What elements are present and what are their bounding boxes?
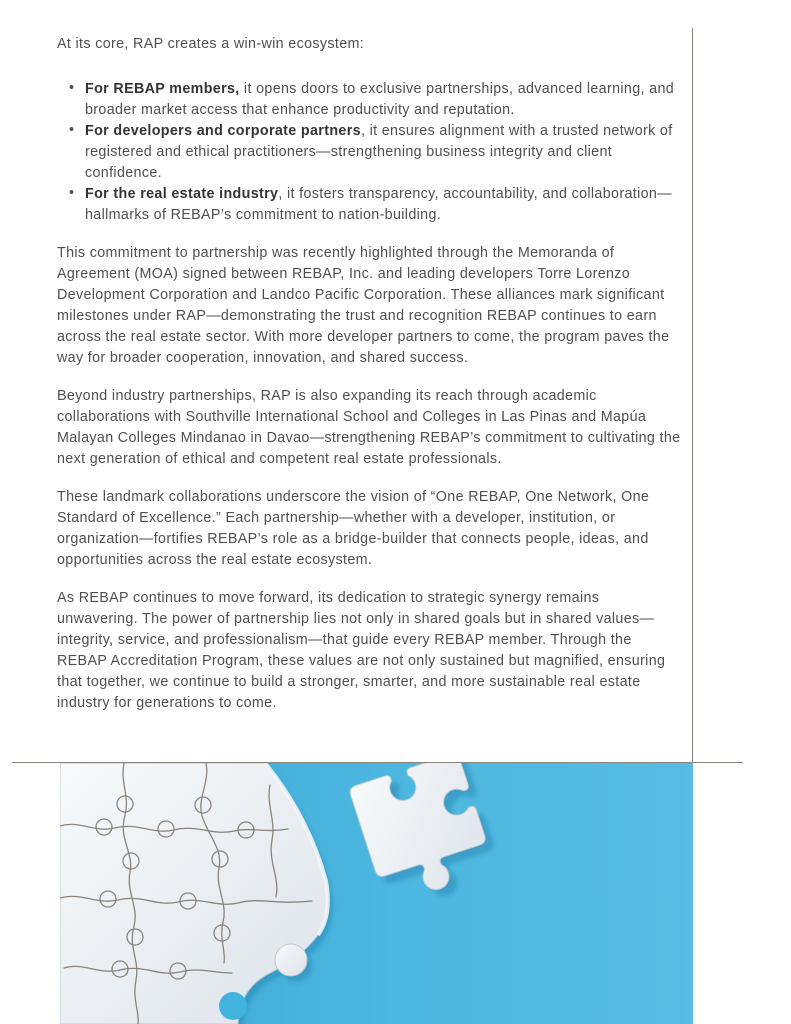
article-body xyxy=(57,34,681,731)
bullet-lead: For developers and corporate partners xyxy=(85,123,361,139)
bullet-icon: • xyxy=(69,80,75,96)
bullet-lead: For the real estate industry xyxy=(85,186,279,202)
bullet-icon: • xyxy=(69,185,75,201)
bullet-text: it opens doors to exclusive partnerships, advanced learning, and broader market access that enhance productivity and reputation. xyxy=(85,81,675,118)
puzzle-photo xyxy=(60,763,693,1024)
body-paragraph: Beyond industry partnerships, RAP is also expanding its reach through academic collaborations with Southville International School and Colleges in Las Pinas and Mapúa Malayan Colleges Mindanao in Davao—strengthening REBAP’s commitment to cultivating the next generation of ethical and competent real estate professionals. xyxy=(57,388,681,467)
intro-paragraph: At its core, RAP creates a win-win ecosystem: xyxy=(57,36,365,52)
body-paragraph: This commitment to partnership was recently highlighted through the Memoranda of Agreement (MOA) signed between REBAP, Inc. and leading developers Torre Lorenzo Development Corporation and Landco Pacific Corporation. These alliances mark significant milestones under RAP—demonstrating the trust and recognition REBAP continues to earn across the real estate sector. With more developer partners to come, the program paves the way for broader cooperation, innovation, and shared success. xyxy=(57,245,670,366)
list-item xyxy=(57,184,681,226)
benefits-list xyxy=(57,79,681,226)
list-item xyxy=(57,79,681,121)
body-paragraph: As REBAP continues to move forward, its dedication to strategic synergy remains unwavering. The power of partnership lies not only in shared goals but in shared values—integrity, service, and professionalism—that guide every REBAP member. Through the REBAP Accreditation Program, these values are not only sustained but magnified, ensuring that together, we continue to build a stronger, smarter, and more sustainable real estate industry for generations to come. xyxy=(57,590,666,711)
right-border-rule xyxy=(692,28,693,764)
puzzle-illustration xyxy=(60,763,693,1024)
bullet-lead: For REBAP members, xyxy=(85,81,240,97)
body-paragraph: These landmark collaborations underscore the vision of “One REBAP, One Network, One Standard of Excellence.” Each partnership—whether with a developer, institution, or organization—fortifies REBAP’s role as a bridge-builder that connects people, ideas, and opportunities across the real estate ecosystem. xyxy=(57,489,650,568)
bullet-text: , it ensures alignment with a trusted network of registered and ethical practitioners—strengthening business integrity and client confidence. xyxy=(85,123,673,181)
list-item xyxy=(57,121,681,184)
bullet-icon: • xyxy=(69,122,75,138)
bullet-text: , it fosters transparency, accountability, and collaboration—hallmarks of REBAP’s commitment to nation-building. xyxy=(85,186,672,223)
